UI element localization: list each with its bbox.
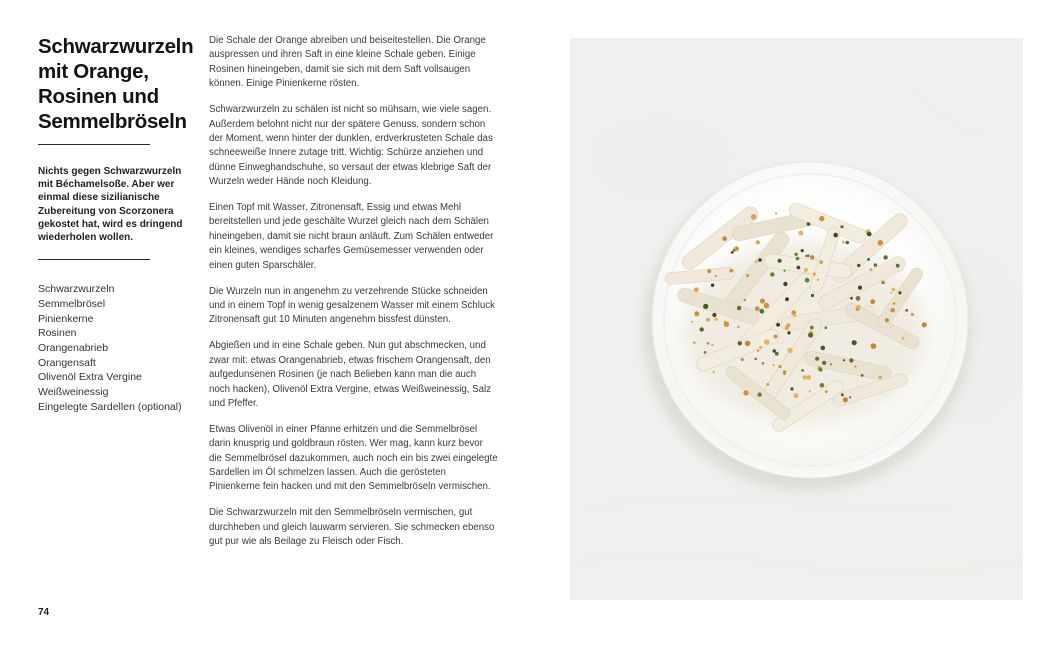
food-photo [570, 38, 1023, 600]
page-number: 74 [38, 607, 50, 618]
page-title-line: mit Orange, [38, 60, 149, 83]
page-title-line: Rosinen und [38, 85, 159, 108]
instruction-paragraph: Schwarzwurzeln zu schälen ist nicht so mühsam, wie viele sagen. Außerdem belohnt nicht nur der spätere Genuss, sondern schon der Moment, wenn hinter der dunklen, erdverkrusteten Schale das schneeweiße Innere zutage tritt. Wichtig: Schürze anziehen und dünne Einweghandschuhe, so versaut der etwas klebrige Saft der Wurzeln weder Hände noch Kleidung. [209, 104, 493, 188]
ingredient-list [38, 282, 203, 414]
ingredient-item: Eingelegte Sardellen (optional) [38, 400, 182, 413]
ingredient-item: Semmelbrösel [38, 297, 106, 310]
page-title-line: Semmelbröseln [38, 110, 187, 133]
ingredient-item: Olivenöl Extra Vergine [38, 371, 142, 384]
food-photo-svg [570, 38, 1023, 600]
instruction-paragraph: Einen Topf mit Wasser, Zitronensaft, Essig und etwas Mehl bereitstellen und jede geschälte Wurzel gleich nach dem Schälen hineingeben, damit sie nicht braun anläuft. Zum Schälen entweder ein kleines, wendiges scharfes Gemüsemesser verwenden oder einen guten Sparschäler. [209, 202, 494, 271]
ingredient-item: Orangenabrieb [38, 342, 109, 355]
ingredient-item: Pinienkerne [38, 312, 94, 325]
instruction-paragraph: Etwas Olivenöl in einer Pfanne erhitzen und die Semmelbrösel darin knusprig und goldbraun rösten. Wer mag, kann kurz bevor die Semmelbrösel dazukommen, auch noch ein bis zwei eingelegte Sardellen im Öl schmelzen lassen. Auch die gerösteten Pinienkerne fein hacken und mit den Semmelbröseln vermischen. [209, 423, 498, 493]
ingredient-item: Rosinen [38, 327, 77, 340]
page-title [38, 34, 203, 134]
instruction-paragraph: Die Wurzeln nun in angenehm zu verzehrende Stücke schneiden und in einem Topf in wenig gesalzenem Wasser mit einem Schluck Zitronensaft gut 10 Minuten angenehm bissfest dünsten. [209, 285, 495, 326]
instruction-paragraph: Die Schwarzwurzeln mit den Semmelbröseln vermischen, gut durchheben und gleich lauwarm servieren. Sie schmecken ebenso gut pur wie als Beilage zu Fleisch oder Fisch. [209, 507, 495, 548]
ingredient-item: Weißweinessig [38, 386, 109, 399]
ingredient-item: Schwarzwurzeln [38, 283, 115, 296]
instruction-paragraph: Abgießen und in eine Schale geben. Nun gut abschmecken, und zwar mit: etwas Orangenabrieb, etwas frischem Orangensaft, den aufgedunsenen Rosinen (je nach Belieben kann man die auch noch hacken), Olivenöl Extra Vergine, etwas Weißweinessig, Salz und Pfeffer. [209, 340, 491, 409]
divider-rule [38, 144, 150, 145]
page-title-line: Schwarzwurzeln [38, 35, 194, 58]
divider-rule [38, 259, 150, 260]
recipe-instructions [209, 34, 498, 561]
ingredient-item: Orangensaft [38, 356, 96, 369]
recipe-sidebar [38, 34, 203, 415]
recipe-intro: Nichts gegen Schwarzwurzeln mit Béchamelsoße. Aber wer einmal diese sizilianische Zubereitung von Scorzonera gekostet hat, wird es dringend wiederholen wollen. [38, 166, 183, 244]
instruction-paragraph: Die Schale der Orange abreiben und beiseitestellen. Die Orange auspressen und ihren Saft in eine kleine Schale geben. Einige Rosinen hineingeben, damit sie sich mit dem Saft vollsaugen können. Einige Pinienkerne rösten. [209, 35, 486, 90]
